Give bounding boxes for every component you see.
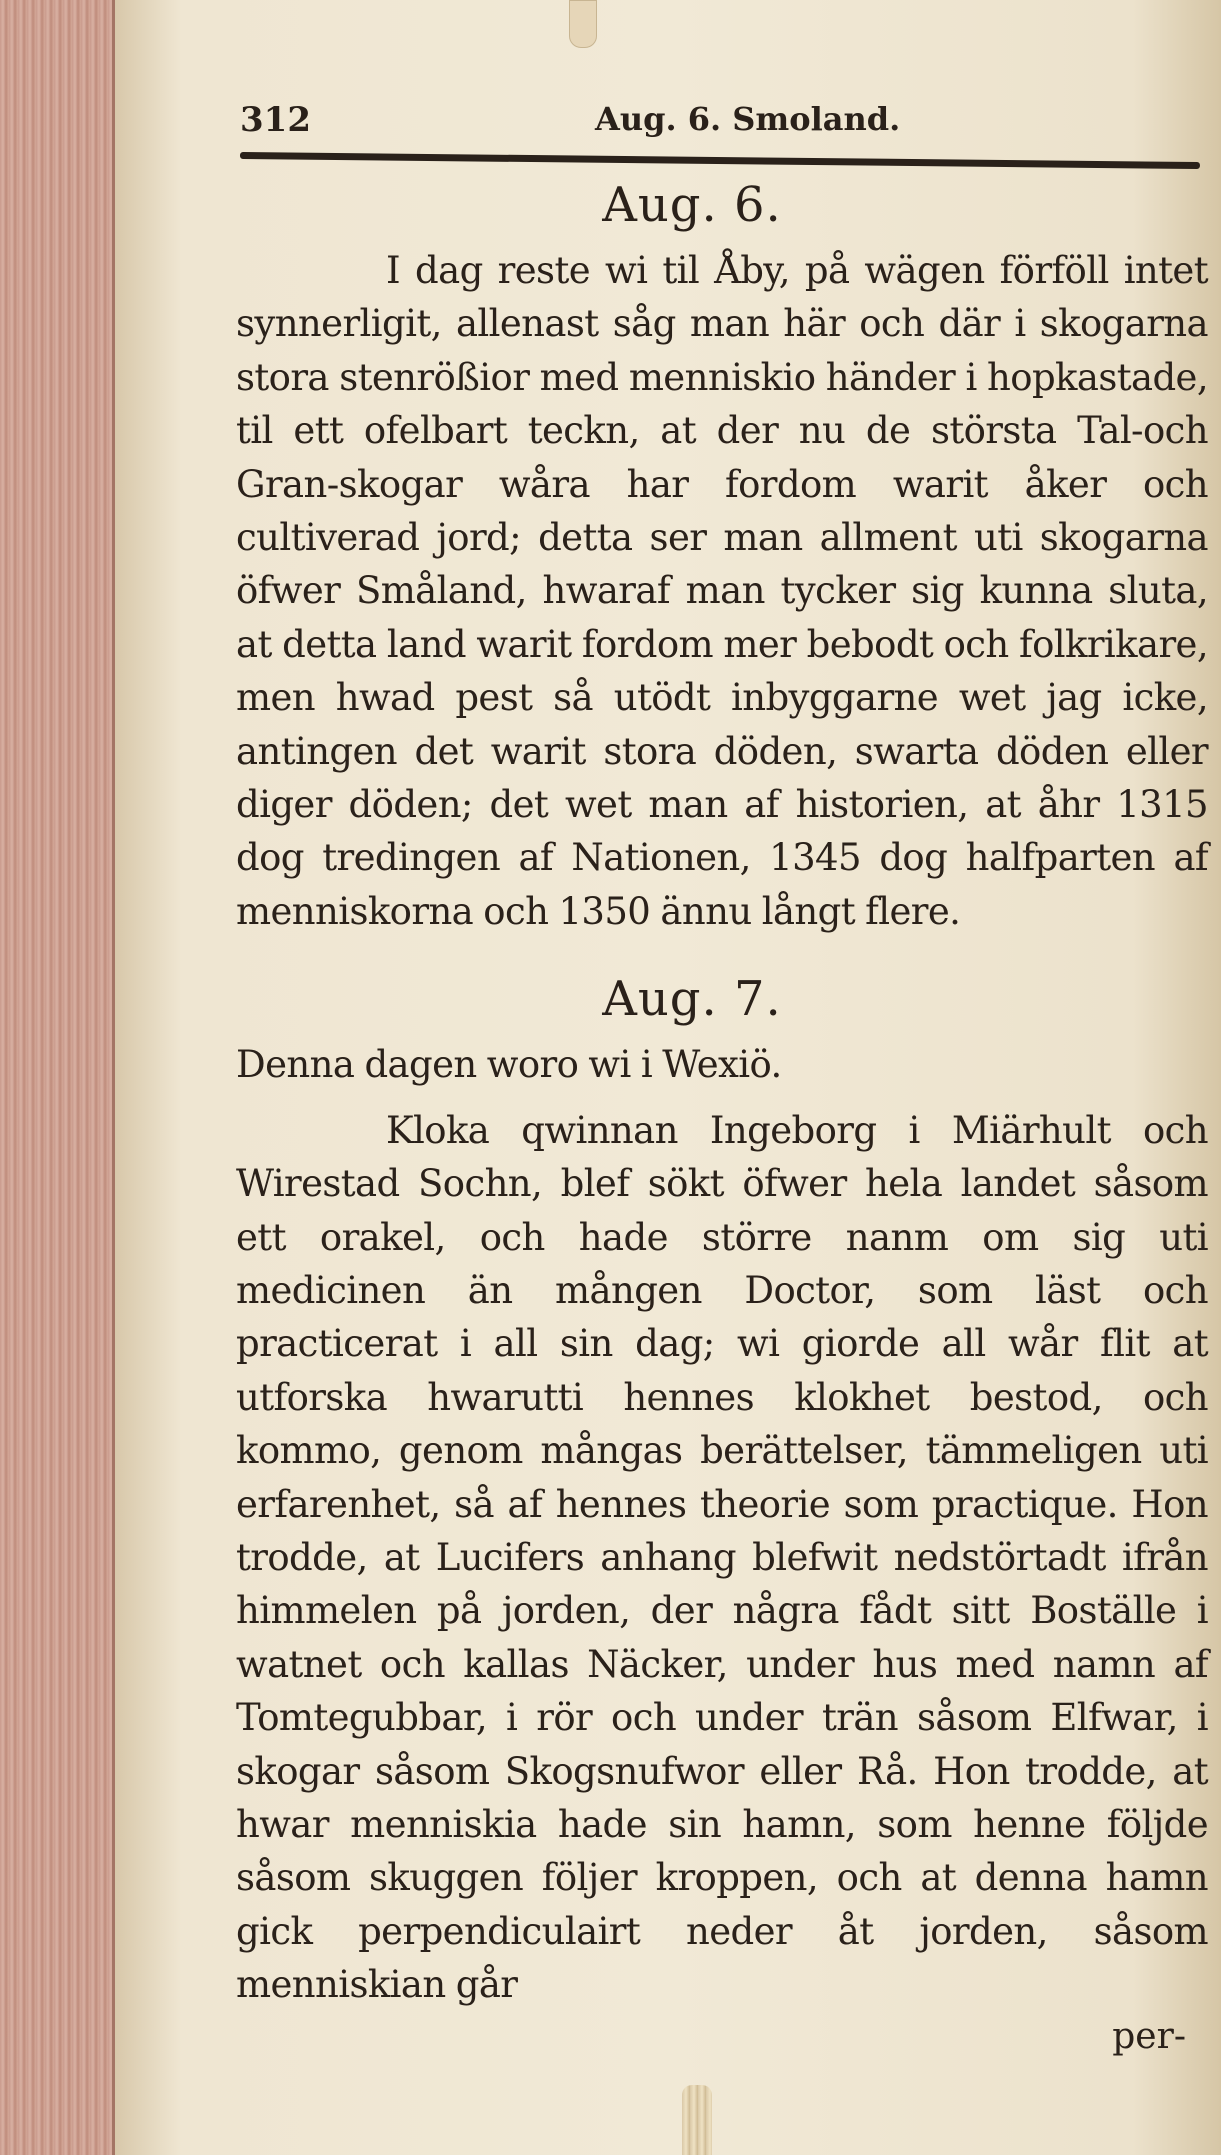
page-edge (0, 0, 115, 2155)
paragraph-aug-6: I dag reste wi til Åby, på wägen förföll intet synnerligit, allenast såg man här och där i skogarna stora stenrößior med menniskio händer i hopkastade, til ett ofelbart teckn, at der nu de största Tal-och Gran-skogar wåra har fordom warit åker och cultiverad jord; detta ser man allment uti skogarna öfwer Småland, hwaraf man tycker sig kunna sluta, at detta land warit fordom mer bebodt och folkrikare, men hwad pest så utödt inbyggarne wet jag icke, antingen det warit stora döden, swarta döden eller diger döden; det wet man af historien, at åhr 1315 dog tredingen af Nationen, 1345 dog halfparten af menniskorna och 1350 ännu långt flere. (236, 249, 1208, 933)
binding-thread-bottom (682, 2085, 712, 2155)
binding-thread-top (569, 0, 597, 48)
body-text (236, 168, 1208, 2057)
running-title: Aug. 6. Smoland. (595, 100, 901, 138)
page-number: 312 (240, 100, 311, 140)
section-heading-aug-6: Aug. 6. (602, 177, 782, 233)
catchword: per- (1112, 2015, 1186, 2057)
paragraph-wexio: Denna dagen woro wi i Wexiö. (236, 1043, 782, 1087)
section-heading-aug-7: Aug. 7. (602, 971, 782, 1028)
page-header (240, 100, 1200, 140)
paragraph-kloka-qwinnan: Kloka qwinnan Ingeborg i Miärhult och Wirestad Sochn, blef sökt öfwer hela landet såsom ett orakel, och hade större nanm om sig uti medicinen än mången Doctor, som läst och practicerat i all sin dag; wi giorde all wår flit at utforska hwarutti hennes klokhet bestod, och kommo, genom mångas berättelser, tämmeligen uti erfarenhet, så af hennes theorie som practique. Hon trodde, at Lucifers anhang blefwit nedstörtadt ifrån himmelen på jorden, der några fådt sitt Boställe i watnet och kallas Näcker, under hus med namn af Tomtegubbar, i rör och under trän såsom Elfwar, i skogar såsom Skogsnufwor eller Rå. Hon trodde, at hwar menniskia hade sin hamn, som henne följde såsom skuggen följer kroppen, och at denna hamn gick perpendiculairt neder åt jorden, såsom menniskian går (236, 1108, 1208, 2007)
